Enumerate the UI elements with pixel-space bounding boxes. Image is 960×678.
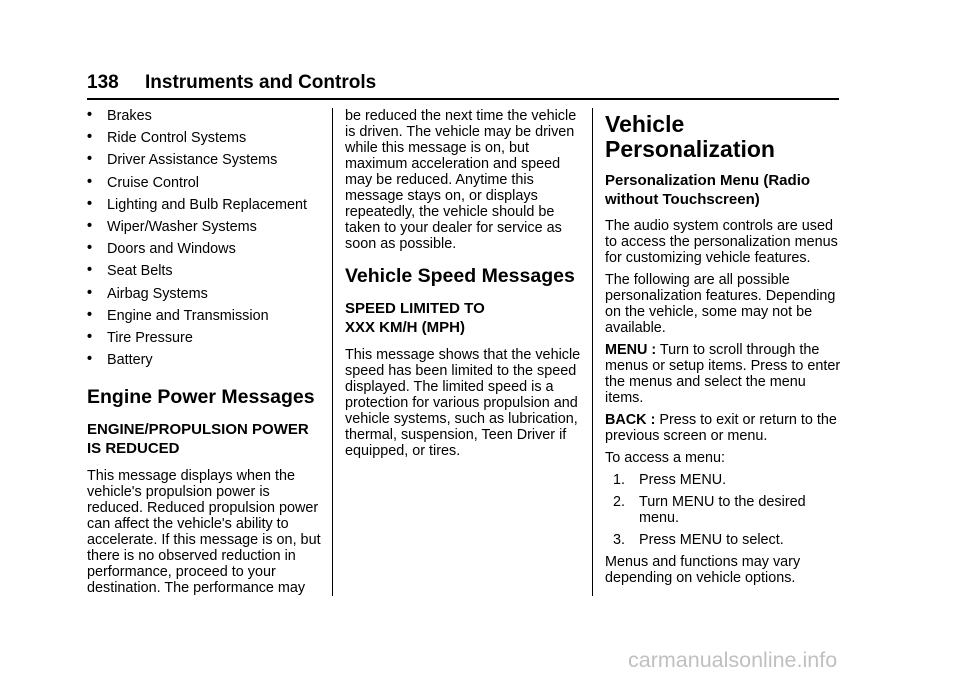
page-header — [87, 72, 376, 94]
bullet-icon: • — [87, 107, 93, 123]
watermark: carmanualsonline.info — [628, 648, 838, 672]
possible-features-paragraph: The following are all possible personalization features. Depending on the vehicle, some may not be available. — [605, 272, 836, 336]
page-number: 138 — [87, 72, 119, 93]
access-menu-intro: To access a menu: — [605, 450, 725, 466]
bullet-icon: • — [87, 151, 93, 168]
engine-power-continued: be reduced the next time the vehicle is driven. The vehicle may be driven while this message is on, but maximum acceleration and speed may be reduced. Anytime this message stays on, or displays repeatedly, the vehicle should be taken to your dealer for service as soon as possible. — [345, 108, 577, 252]
vehicle-personalization-title: Vehicle Personalization — [605, 111, 775, 162]
bullet-icon: • — [87, 240, 93, 257]
column-middle — [345, 108, 585, 459]
audio-controls-paragraph: The audio system controls are used to access the personalization menus for customizing vehicle features. — [605, 218, 838, 266]
speed-limited-subheading: SPEED LIMITED TO XXX KM/H (MPH) — [345, 300, 485, 336]
menu-description — [605, 342, 845, 406]
engine-power-heading: Engine Power Messages — [87, 386, 315, 409]
menu-text: Turn to scroll through the menus or setup items. Press to enter the menus and select the menu items. — [605, 342, 841, 406]
engine-power-subheading: ENGINE/PROPULSION POWER IS REDUCED — [87, 421, 309, 458]
back-label: BACK : — [605, 412, 656, 428]
bullet-icon: • — [87, 328, 93, 345]
list-item: • Doors and Windows — [87, 240, 236, 258]
menu-label: MENU : — [605, 342, 657, 358]
list-item: • Wiper/Washer Systems — [87, 217, 257, 235]
column-left — [87, 108, 327, 596]
bullet-icon: • — [87, 217, 93, 234]
engine-power-paragraph: This message displays when the vehicle's propulsion power is reduced. Reduced propulsion power can affect the vehicle's ability to accelerate. If this message is on, but there is no observed reduction in performance, proceed to your destination. The performance may — [87, 468, 321, 597]
column-right — [605, 108, 845, 586]
bullet-icon: • — [87, 284, 93, 301]
section-title: Instruments and Controls — [145, 72, 377, 93]
list-item: • Engine and Transmission — [87, 306, 269, 324]
step-item: 3. Press MENU to select. — [613, 532, 784, 548]
list-item: • Lighting and Bulb Replacement — [87, 195, 308, 213]
header-rule — [87, 98, 839, 100]
speed-limited-paragraph: This message shows that the vehicle speed has been limited to the speed displayed. The limited speed is a protection for various propulsion and vehicle systems, such as lubrication, thermal, suspension, Teen Driver if equipped, or tires. — [345, 347, 581, 459]
list-item: • Airbag Systems — [87, 284, 208, 302]
column-divider — [332, 108, 333, 596]
step-item: 1. Press MENU. — [613, 472, 727, 488]
menus-vary-paragraph: Menus and functions may vary depending on vehicle options. — [605, 554, 801, 586]
bullet-icon: • — [87, 129, 93, 146]
system-list — [87, 108, 327, 374]
personalization-menu-subheading: Personalization Menu (Radio without Touchscreen) — [605, 172, 811, 208]
list-item: • Cruise Control — [87, 173, 199, 191]
step-item: 2. Turn MENU to the desired menu. — [613, 494, 806, 526]
access-steps — [605, 472, 845, 548]
list-item: • Driver Assistance Systems — [87, 151, 278, 169]
bullet-icon: • — [87, 262, 93, 279]
list-item: • Seat Belts — [87, 262, 173, 280]
list-item: • Battery — [87, 351, 153, 369]
vehicle-speed-heading: Vehicle Speed Messages — [345, 265, 575, 287]
list-item: • Ride Control Systems — [87, 129, 247, 147]
list-item: • Tire Pressure — [87, 328, 193, 346]
bullet-icon: • — [87, 306, 93, 323]
bullet-icon: • — [87, 195, 93, 212]
back-description — [605, 412, 845, 444]
bullet-icon: • — [87, 351, 93, 368]
list-item: • Brakes — [87, 107, 152, 124]
column-divider — [592, 108, 593, 596]
bullet-icon: • — [87, 173, 93, 190]
back-text: Press to exit or return to the previous screen or menu. — [605, 412, 837, 444]
